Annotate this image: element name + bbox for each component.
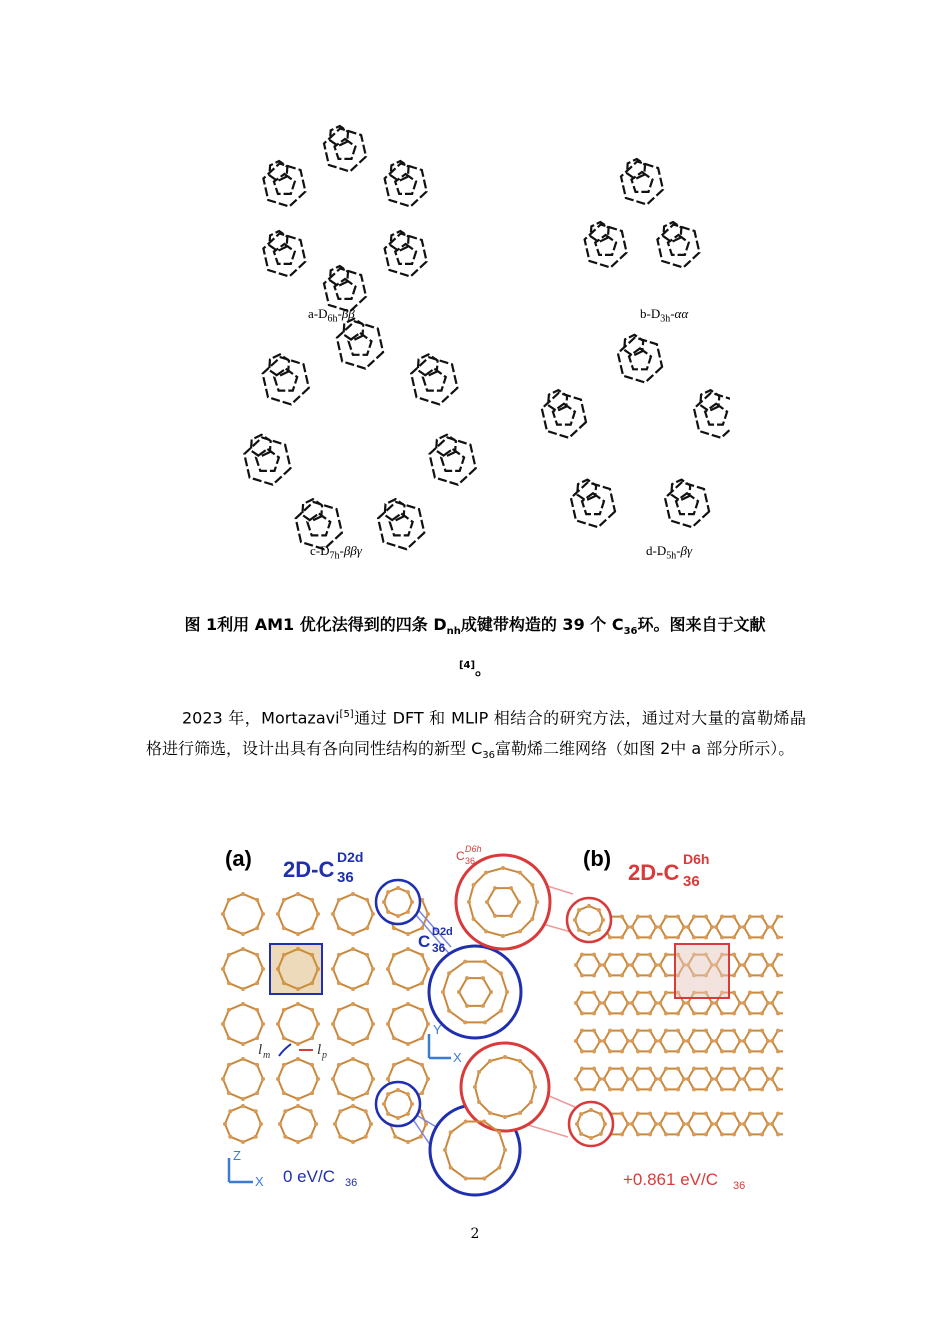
axis-indicator-xz <box>229 1148 264 1189</box>
svg-text:36: 36 <box>345 1177 358 1189</box>
panel-d-label: $d-D_{5h}-\beta\gamma$ <box>646 543 693 562</box>
panel-a-label: $a-D_{6h}-\beta\beta$ <box>308 306 355 325</box>
paragraph-reference[interactable]: [5] <box>339 709 354 720</box>
panel-a-label: (a) <box>225 846 252 871</box>
svg-text:Z: Z <box>233 1148 241 1163</box>
panel-b-label: (b) <box>583 846 612 871</box>
title-2d-c36-d2d <box>283 849 363 886</box>
unit-cell-d6h <box>675 944 729 998</box>
figure-2 <box>213 832 783 1197</box>
energy-label-d6h <box>623 1170 745 1192</box>
svg-text:36: 36 <box>337 869 354 886</box>
svg-text:l: l <box>258 1042 263 1058</box>
svg-text:C: C <box>456 849 465 863</box>
svg-text:p: p <box>322 1050 327 1061</box>
figure-1 <box>230 110 730 570</box>
body-paragraph: 2023 年，Mortazavi[5]通过 DFT 和 MLIP 相结合的研究方法，通过对大量的富勒烯晶格进行筛选，设计出具有各向同性结构的新型 $C_{36}$富勒烯二维网络（如图 2中 a 部分所示）。 <box>146 708 806 762</box>
caption-reference[interactable]: [4] <box>458 660 476 672</box>
svg-text:2D-C: 2D-C <box>628 860 680 885</box>
svg-text:2D-C: 2D-C <box>283 857 335 882</box>
svg-text:36: 36 <box>432 941 446 955</box>
svg-text:D2d: D2d <box>432 926 453 938</box>
svg-text:36: 36 <box>733 1180 746 1192</box>
panel-c-label: $c-D_{7h}$-ββγ <box>310 543 362 562</box>
inset-label-d2d <box>418 926 453 955</box>
bond-length-labels <box>258 1042 327 1061</box>
svg-text:X: X <box>453 1050 462 1065</box>
svg-text:m: m <box>263 1050 271 1061</box>
svg-text:Y: Y <box>433 1022 442 1037</box>
title-2d-c36-d6h <box>628 851 709 890</box>
svg-text:X: X <box>255 1174 264 1189</box>
figure-1-caption: 图 1利用 AM1 优化法得到的四条 $D_{nh}$成键带构造的 39 个 $C_{36}$环。图来自于文献 [4]。 <box>184 615 766 679</box>
svg-text:l: l <box>317 1042 322 1058</box>
svg-text:D2d: D2d <box>337 849 364 865</box>
figure-1-drawing <box>230 110 730 570</box>
figure-2-drawing <box>213 832 783 1197</box>
svg-text:36: 36 <box>683 873 700 890</box>
svg-text:C: C <box>418 932 431 951</box>
svg-text:D6h: D6h <box>465 844 482 854</box>
page-number: 2 <box>470 1226 480 1242</box>
svg-text:+0.861 eV/C: +0.861 eV/C <box>623 1170 718 1189</box>
svg-text:0 eV/C: 0 eV/C <box>283 1167 335 1186</box>
panel-b-label: $b-D_{3h}-\alpha\alpha$ <box>640 306 689 325</box>
svg-text:D6h: D6h <box>683 851 710 867</box>
energy-label-d2d <box>283 1167 357 1189</box>
svg-text:36: 36 <box>465 856 476 866</box>
unit-cell-d2d <box>270 944 322 994</box>
